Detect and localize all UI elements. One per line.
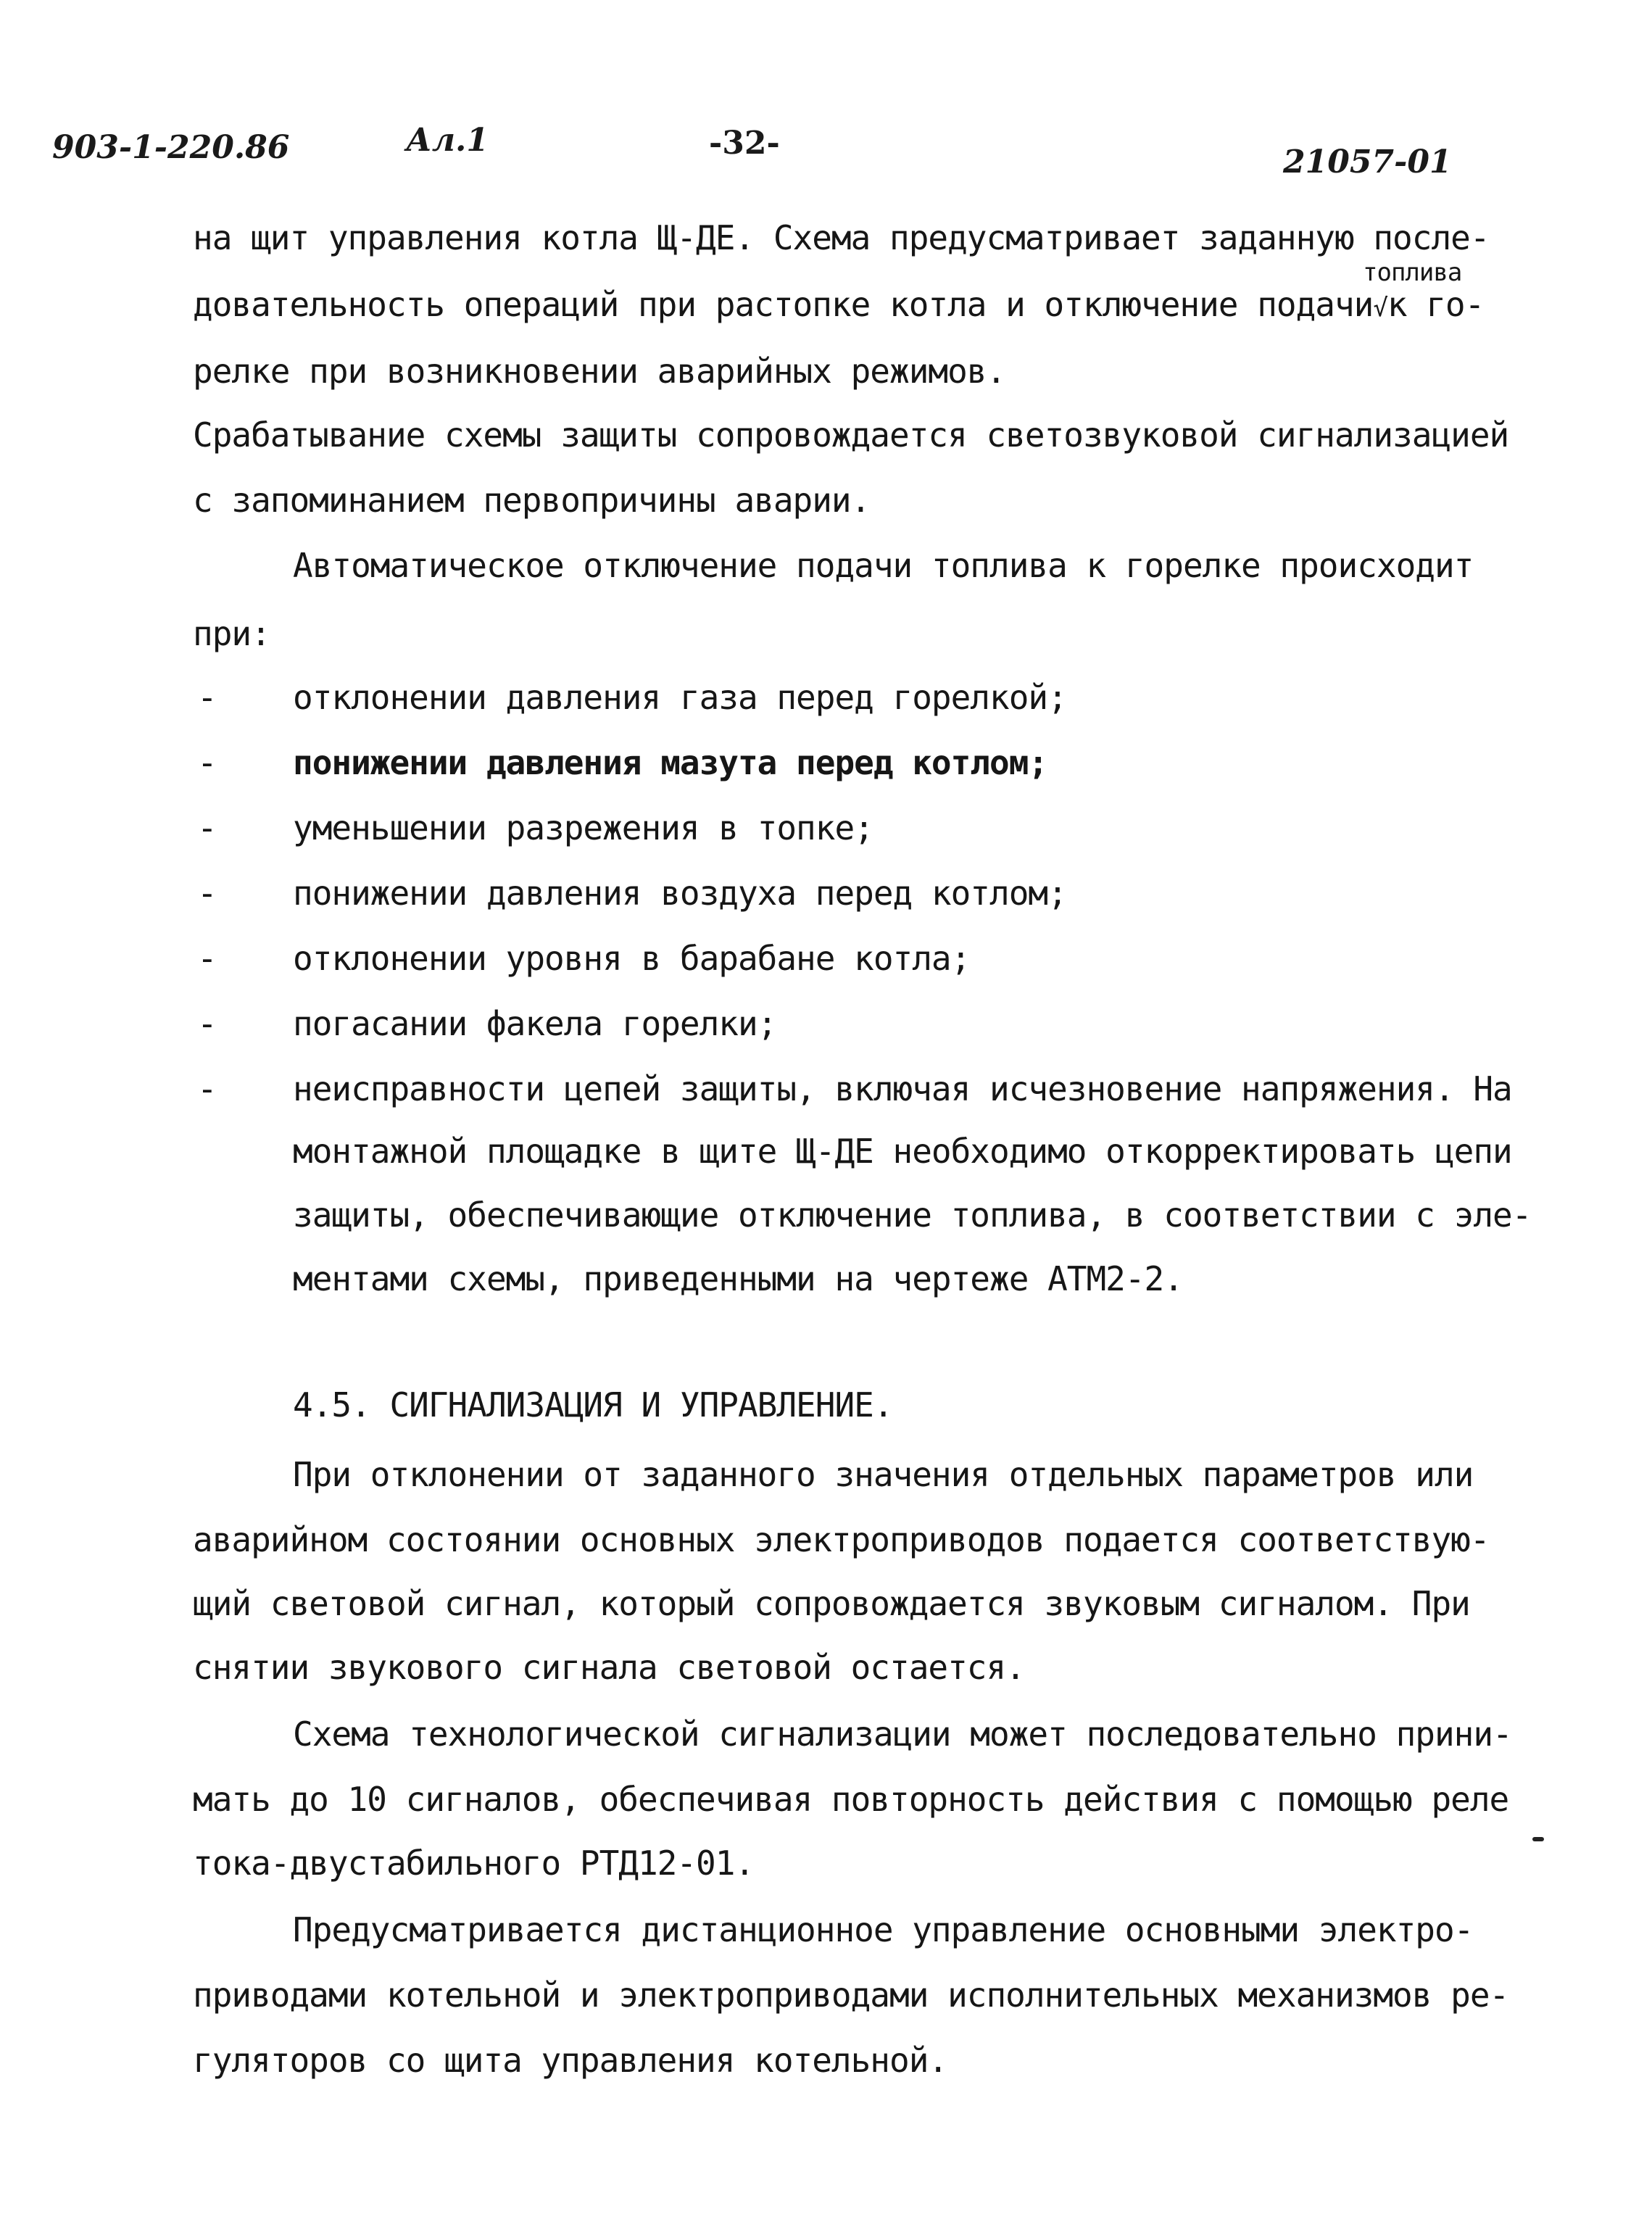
intro-line-2a: довательность операций при растопке котла и отключение подачи — [193, 285, 1374, 324]
section-p1-line-1: При отклонении от заданного значения отдельных параметров или — [293, 1455, 1474, 1494]
bullet-dash: - — [197, 743, 217, 782]
section-p1-line-2: аварийном состоянии основных электроприводов подается соответствую- — [193, 1520, 1490, 1559]
bullet-dash: - — [197, 1004, 217, 1043]
bullet-dash: - — [197, 808, 217, 847]
handwritten-insertion: топлива — [1363, 258, 1462, 287]
bullet-item-6: погасании факела горелки; — [293, 1004, 777, 1043]
auto-shutdown-line-2: при: — [193, 614, 270, 653]
bullet-item-7-line-2: монтажной площадке в щите Щ-ДЕ необходимо откорректировать цепи — [293, 1132, 1512, 1171]
bullet-dash: - — [197, 678, 217, 717]
section-p1-line-4: снятии звукового сигнала световой остается. — [193, 1648, 1025, 1687]
auto-shutdown-line-1: Автоматическое отключение подачи топлива к горелке происходит — [293, 546, 1474, 585]
bullet-item-2-text: понижении давления мазута перед котлом; — [293, 743, 1048, 782]
section-p1-line-3: щий световой сигнал, который сопровождается звуковым сигналом. При — [193, 1584, 1470, 1623]
section-p3-line-2: приводами котельной и электроприводами исполнительных механизмов ре- — [193, 1975, 1509, 2015]
protection-line-1: Срабатывание схемы защиты сопровождается светозвуковой сигнализацией — [193, 415, 1509, 455]
bullet-item-2 — [293, 742, 1047, 783]
bullet-item-7-line-4: ментами схемы, приведенными на чертеже АТМ2-2. — [293, 1259, 1183, 1298]
intro-line-2b: к го- — [1387, 285, 1485, 324]
bullet-item-4: понижении давления воздуха перед котлом; — [293, 874, 1067, 913]
intro-line-1: на щит управления котла Щ-ДЕ. Схема предусматривает заданную после- — [193, 218, 1490, 257]
protection-line-2: с запоминанием первопричины аварии. — [193, 481, 871, 520]
sheet-label: Ал.1 — [406, 122, 489, 159]
bullet-item-1: отклонении давления газа перед горелкой; — [293, 678, 1067, 717]
section-p2-line-2: мать до 10 сигналов, обеспечивая повторность действия с помощью реле — [193, 1780, 1509, 1819]
bullet-item-5: отклонении уровня в барабане котла; — [293, 939, 971, 978]
doc-number: 903-1-220.86 — [52, 129, 290, 166]
bullet-item-3: уменьшении разрежения в топке; — [293, 808, 873, 847]
bullet-dash: - — [197, 939, 217, 978]
bullet-dash: - — [197, 1069, 217, 1108]
section-heading: 4.5. СИГНАЛИЗАЦИЯ И УПРАВЛЕНИЕ. — [293, 1385, 893, 1425]
bullet-item-7-line-1: неисправности цепей защиты, включая исчезновение напряжения. На — [293, 1069, 1512, 1108]
section-p3-line-3: гуляторов со щита управления котельной. — [193, 2041, 948, 2080]
page-number: -32- — [709, 125, 780, 162]
bullet-item-7-line-3: защиты, обеспечивающие отключение топлива, в соответствии с эле- — [293, 1195, 1532, 1235]
intro-line-3: релке при возникновении аварийных режимов. — [193, 352, 1006, 391]
archive-number: 21057-01 — [1283, 144, 1452, 181]
section-p2-line-1: Схема технологической сигнализации может последовательно прини- — [293, 1714, 1512, 1754]
section-p3-line-1: Предусматривается дистанционное управление основными электро- — [293, 1910, 1474, 1949]
caret-icon: √ — [1373, 294, 1387, 323]
ink-speck — [1532, 1837, 1544, 1841]
intro-line-2 — [193, 284, 1484, 325]
section-p2-line-3: тока-двустабильного РТД12-01. — [193, 1844, 755, 1883]
bullet-dash: - — [197, 874, 217, 913]
